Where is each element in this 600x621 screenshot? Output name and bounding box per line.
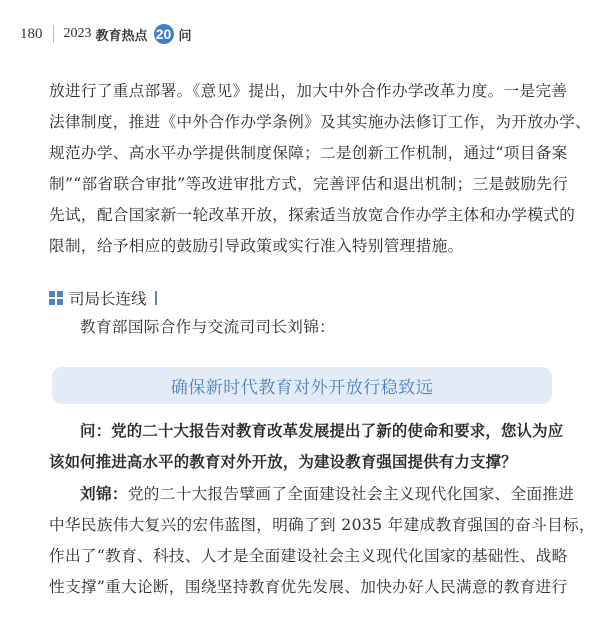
text-line: 先试，配合国家新一轮改革开放，探索适当放宽合作办学主体和办学模式的 — [49, 206, 576, 224]
page-number: 180 — [20, 25, 43, 42]
interview-title-banner — [52, 367, 552, 404]
section-title: 司局长连线 — [69, 290, 147, 308]
book-title: 教育热点 — [95, 28, 148, 44]
text-line: 限制，给予相应的鼓励引导政策或实行准入特别管理措施。 — [49, 237, 464, 255]
header-divider — [53, 25, 54, 43]
text-line — [49, 479, 575, 510]
text-line: 中华民族伟大复兴的宏伟蓝图，明确了到 2035 年建成教育强国的奋斗目标， — [49, 516, 595, 534]
section-bar-icon — [155, 291, 157, 305]
book-title-suffix: 问 — [178, 28, 192, 44]
book-number-badge: 20 — [154, 24, 174, 44]
text-line: 制”“部省联合审批”等改进审批方式，完善评估和退出机制；三是鼓励先行 — [49, 175, 569, 193]
interview-title: 确保新时代教育对外开放行稳致远 — [170, 378, 434, 398]
text-line: 该如何推进高水平的教育对外开放，为建设教育强国提供有力支撑？ — [49, 453, 517, 471]
question-block — [49, 416, 564, 478]
text-line: 法律制度，推进《中外合作办学条例》及其实施办法修订工作，为开放办学、 — [49, 113, 592, 131]
running-header — [20, 22, 192, 46]
answer-first-line: 党的二十大报告擘画了全面建设社会主义现代化国家、全面推进 — [127, 485, 575, 503]
text-line: 性支撑”重大论断，围绕坚持教育优先发展、加快办好人民满意的教育进行 — [49, 578, 568, 596]
text-line: 作出了“教育、科技、人才是全面建设社会主义现代化国家的基础性、战略 — [49, 547, 568, 565]
speaker-intro: 教育部国际合作与交流司司长刘锦： — [80, 318, 336, 336]
text-line: 问：党的二十大报告对教育改革发展提出了新的使命和要求，您认为应 — [80, 422, 564, 440]
answer-block — [49, 479, 595, 603]
text-line: 放进行了重点部署。《意见》提出，加大中外合作办学改革力度。一是完善 — [49, 82, 568, 100]
grid-squares-icon — [49, 291, 63, 305]
answer-speaker-label: 刘锦： — [80, 485, 128, 503]
section-heading — [49, 287, 157, 309]
book-year: 2023 — [63, 26, 92, 41]
text-line: 规范办学、高水平办学提供制度保障；二是创新工作机制，通过“项目备案 — [49, 144, 568, 162]
intro-paragraph — [49, 76, 592, 262]
